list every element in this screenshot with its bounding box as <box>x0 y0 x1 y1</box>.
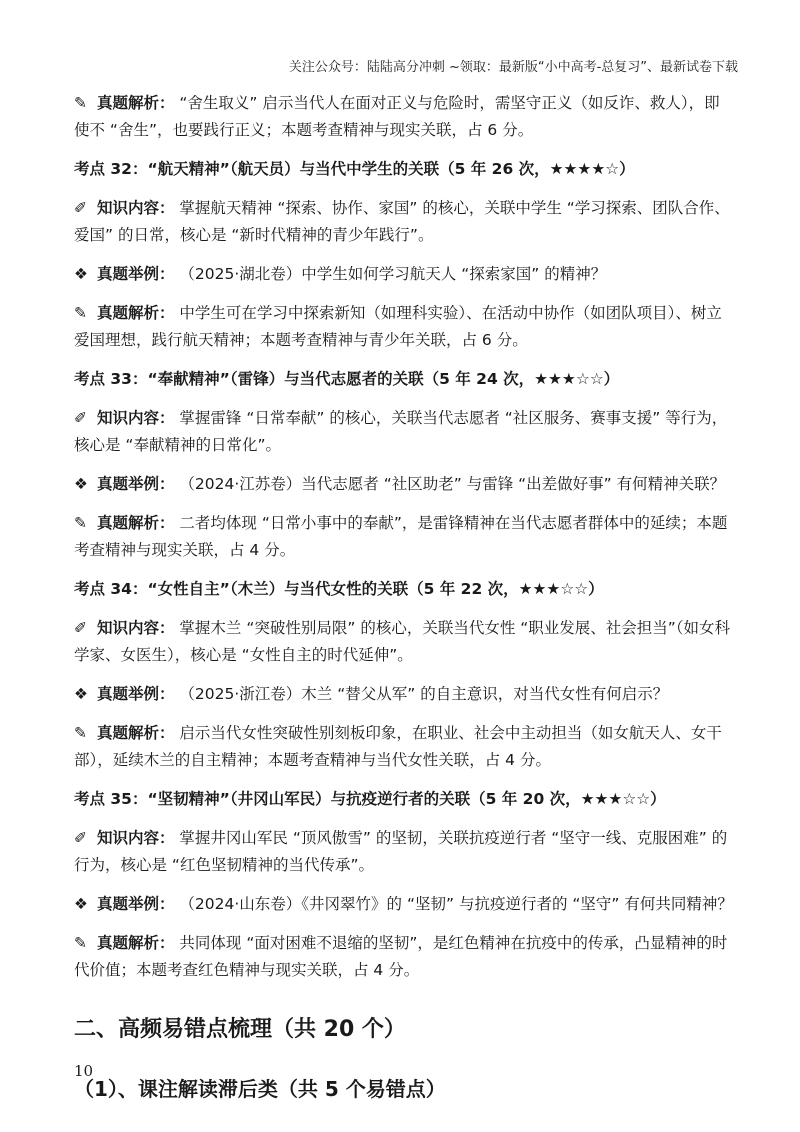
knowledge-block: ✐ 知识内容： 掌握木兰 “突破性别局限” 的核心，关联当代女性 “职业发展、社会担当”（如女科学家、女医生），核心是 “女性自主的时代延伸”。 <box>74 615 734 669</box>
knowledge-text: 掌握井冈山军民 “顶风傲雪” 的坚韧，关联抗疫逆行者 “坚守一线、克服困难” 的行为，核心是 “红色坚韧精神的当代传承”。 <box>74 829 728 874</box>
pencil-icon: ✎ <box>74 724 87 742</box>
analysis-block: ✎ 真题解析： 共同体现 “面对困难不退缩的坚韧”，是红色精神在抗疫中的传承，凸显精神的时代价值；本题考查红色精神与现实关联，占 4 分。 <box>74 930 734 984</box>
analysis-label: 真题解析 <box>96 94 159 112</box>
analysis-label: 真题解析 <box>96 304 159 322</box>
intro-analysis: ✎ 真题解析： “舍生取义” 启示当代人在面对正义与危险时，需坚守正义（如反诈、救人），即使不 “舍生”，也要践行正义；本题考查精神与现实关联，占 6 分。 <box>74 90 734 144</box>
analysis-block: ✎ 真题解析： 二者均体现 “日常小事中的奉献”，是雷锋精神在当代志愿者群体中的延续；本题考查精神与现实关联，占 4 分。 <box>74 510 734 564</box>
example-label: 真题举例 <box>96 265 159 283</box>
example-block: ❖ 真题举例： （2025·湖北卷）中学生如何学习航天人 “探索家国” 的精神？ <box>74 261 734 288</box>
analysis-text: “舍生取义” 启示当代人在面对正义与危险时，需坚守正义（如反诈、救人），即使不 “舍生”，也要践行正义；本题考查精神与现实关联，占 6 分。 <box>74 94 720 139</box>
example-text: （2024·山东卷）《井冈翠竹》的 “坚韧” 与抗疫逆行者的 “坚守” 有何共同精神？ <box>179 895 733 913</box>
diamond-bullet-icon: ❖ <box>74 685 88 703</box>
subsection-title: （1）、课注解读滞后类（共 5 个易错点） <box>74 1077 446 1101</box>
knowledge-block: ✐ 知识内容： 掌握雷锋 “日常奉献” 的核心，关联当代志愿者 “社区服务、赛事支援” 等行为，核心是 “奉献精神的日常化”。 <box>74 405 734 459</box>
point-title: 考点 32：“航天精神”（航天员）与当代中学生的关联（5 年 26 次，★★★★☆） <box>74 160 635 178</box>
example-block: ❖ 真题举例： （2025·浙江卷）木兰 “替父从军” 的自主意识，对当代女性有何启示？ <box>74 681 734 708</box>
pencil-icon: ✎ <box>74 514 87 532</box>
pencil-icon: ✎ <box>74 304 87 322</box>
knowledge-block: ✐ 知识内容： 掌握井冈山军民 “顶风傲雪” 的坚韧，关联抗疫逆行者 “坚守一线、克服困难” 的行为，核心是 “红色坚韧精神的当代传承”。 <box>74 825 734 879</box>
knowledge-label: 知识内容 <box>96 199 159 217</box>
analysis-label: 真题解析 <box>96 934 159 952</box>
knowledge-text: 掌握雷锋 “日常奉献” 的核心，关联当代志愿者 “社区服务、赛事支援” 等行为，核心是 “奉献精神的日常化”。 <box>74 409 728 454</box>
point-title: 考点 34：“女性自主”（木兰）与当代女性的关联（5 年 22 次，★★★☆☆） <box>74 580 604 598</box>
example-text: （2024·江苏卷）当代志愿者 “社区助老” 与雷锋 “出差做好事” 有何精神关联？ <box>179 475 726 493</box>
analysis-text: 启示当代女性突破性别刻板印象，在职业、社会中主动担当（如女航天人、女干部），延续木兰的自主精神；本题考查精神与当代女性关联，占 4 分。 <box>74 724 722 769</box>
analysis-text: 二者均体现 “日常小事中的奉献”，是雷锋精神在当代志愿者群体中的延续；本题考查精神与现实关联，占 4 分。 <box>74 514 728 559</box>
analysis-block: ✎ 真题解析： 中学生可在学习中探索新知（如理科实验）、在活动中协作（如团队项目）、树立爱国理想，践行航天精神；本题考查精神与青少年关联，占 6 分。 <box>74 300 734 354</box>
knowledge-block: ✐ 知识内容： 掌握航天精神 “探索、协作、家国” 的核心，关联中学生 “学习探索、团队合作、爱国” 的日常，核心是 “新时代精神的青少年践行”。 <box>74 195 734 249</box>
point-title: 考点 35：“坚韧精神”（井冈山军民）与抗疫逆行者的关联（5 年 20 次，★★★☆☆） <box>74 790 666 808</box>
diamond-bullet-icon: ❖ <box>74 895 88 913</box>
knowledge-text: 掌握木兰 “突破性别局限” 的核心，关联当代女性 “职业发展、社会担当”（如女科学家、女医生），核心是 “女性自主的时代延伸”。 <box>74 619 731 664</box>
example-block: ❖ 真题举例： （2024·江苏卷）当代志愿者 “社区助老” 与雷锋 “出差做好事” 有何精神关联？ <box>74 471 734 498</box>
analysis-text: 中学生可在学习中探索新知（如理科实验）、在活动中协作（如团队项目）、树立爱国理想，践行航天精神；本题考查精神与青少年关联，占 6 分。 <box>74 304 722 349</box>
pencil-icon: ✎ <box>74 94 87 112</box>
example-block: ❖ 真题举例： （2024·山东卷）《井冈翠竹》的 “坚韧” 与抗疫逆行者的 “坚守” 有何共同精神？ <box>74 891 734 918</box>
section-title: 二、高频易错点梳理（共 20 个） <box>74 1017 406 1042</box>
analysis-label: 真题解析 <box>96 514 159 532</box>
example-label: 真题举例 <box>96 475 159 493</box>
pencil-icon: ✎ <box>74 934 87 952</box>
example-label: 真题举例 <box>96 895 159 913</box>
analysis-label: 真题解析 <box>96 724 159 742</box>
example-label: 真题举例 <box>96 685 159 703</box>
example-text: （2025·浙江卷）木兰 “替父从军” 的自主意识，对当代女性有何启示？ <box>179 685 669 703</box>
analysis-text: 共同体现 “面对困难不退缩的坚韧”，是红色精神在抗疫中的传承，凸显精神的时代价值；本题考查红色精神与现实关联，占 4 分。 <box>74 934 728 979</box>
diamond-bullet-icon: ❖ <box>74 475 88 493</box>
page-number: 10 <box>74 1062 94 1080</box>
knowledge-text: 掌握航天精神 “探索、协作、家国” 的核心，关联中学生 “学习探索、团队合作、爱国” 的日常，核心是 “新时代精神的青少年践行”。 <box>74 199 730 244</box>
page-header: 关注公众号：陆陆高分冲刺 ~领取：最新版“小中高考-总复习”、最新试卷下载 <box>288 60 738 75</box>
pencil-icon: ✐ <box>74 409 87 427</box>
page-content <box>74 90 734 1104</box>
diamond-bullet-icon: ❖ <box>74 265 88 283</box>
knowledge-label: 知识内容 <box>96 829 159 847</box>
knowledge-label: 知识内容 <box>96 409 159 427</box>
pencil-icon: ✐ <box>74 829 87 847</box>
analysis-block: ✎ 真题解析： 启示当代女性突破性别刻板印象，在职业、社会中主动担当（如女航天人、女干部），延续木兰的自主精神；本题考查精神与当代女性关联，占 4 分。 <box>74 720 734 774</box>
point-title: 考点 33：“奉献精神”（雷锋）与当代志愿者的关联（5 年 24 次，★★★☆☆） <box>74 370 620 388</box>
knowledge-label: 知识内容 <box>96 619 159 637</box>
pencil-icon: ✐ <box>74 199 87 217</box>
example-text: （2025·湖北卷）中学生如何学习航天人 “探索家国” 的精神？ <box>179 265 607 283</box>
pencil-icon: ✐ <box>74 619 87 637</box>
